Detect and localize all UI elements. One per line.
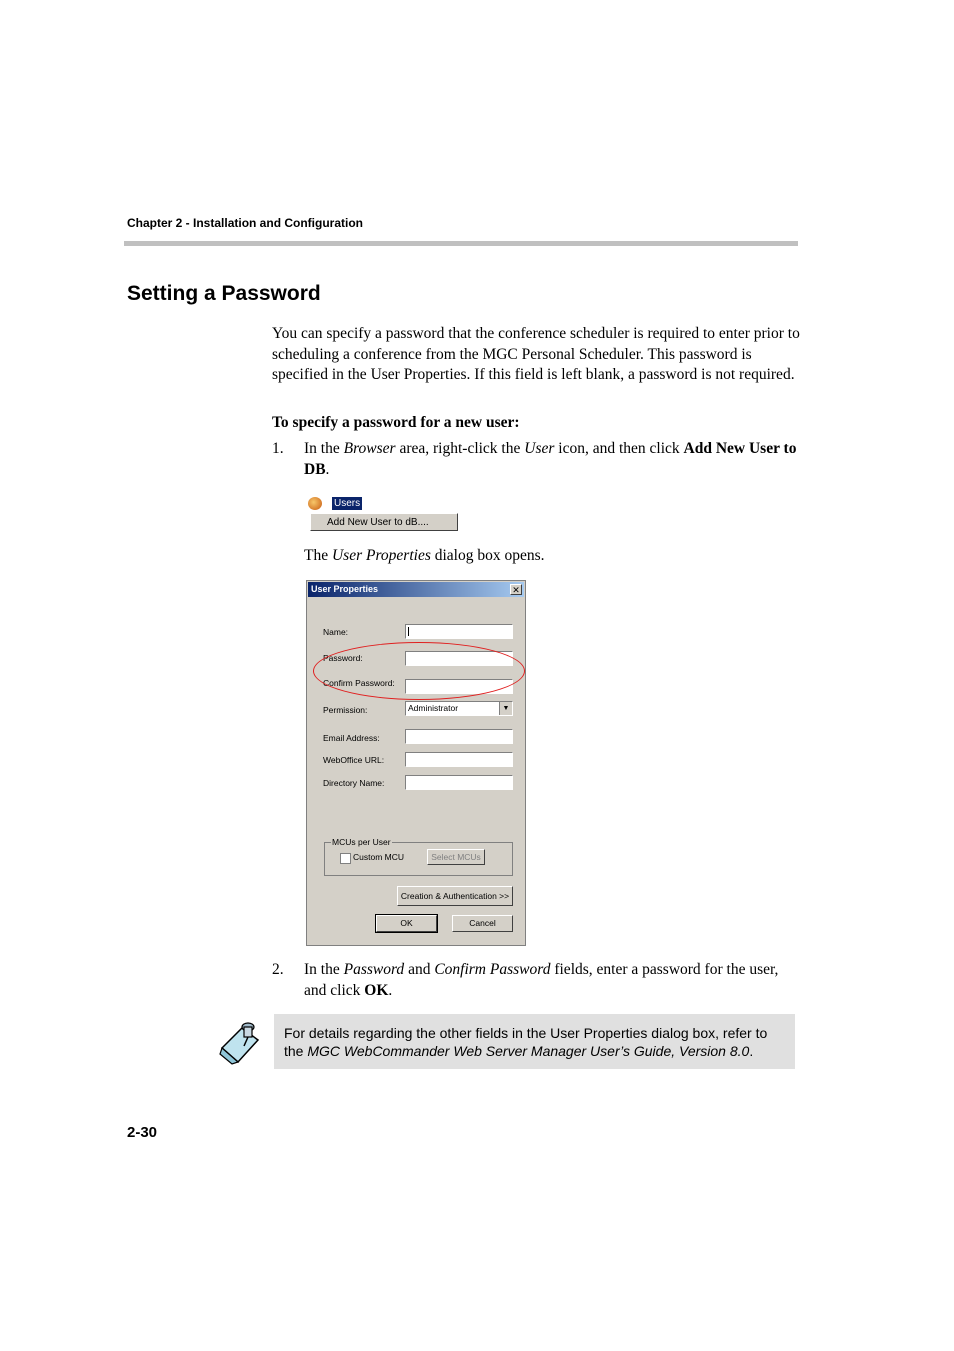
cancel-button[interactable]: Cancel — [452, 915, 513, 932]
dialog-caption — [304, 546, 545, 567]
creation-authentication-button[interactable]: Creation & Authentication >> — [397, 886, 513, 906]
text-run: For details regarding the other fields in the User Properties dialog box, refer to the — [284, 1025, 768, 1059]
step-text — [304, 960, 800, 1001]
password-label: Password: — [323, 653, 363, 663]
text-run: area, right-click the — [395, 440, 525, 457]
email-label: Email Address: — [323, 733, 380, 743]
term-add-new-user: Add New User to DB — [304, 440, 797, 478]
permission-label: Permission: — [323, 705, 368, 715]
text-run: dialog box opens. — [430, 547, 545, 564]
page-number: 2-30 — [127, 1124, 158, 1141]
term-password: Password — [343, 961, 405, 978]
users-icon — [308, 497, 322, 510]
text-run: The — [304, 547, 332, 564]
text-run: In the — [304, 440, 344, 457]
add-new-user-menu-item[interactable]: Add New User to dB.... — [310, 513, 458, 531]
weboffice-field[interactable] — [405, 752, 513, 767]
step-number: 2. — [272, 961, 284, 978]
dialog-title: User Properties — [311, 584, 379, 594]
directory-field[interactable] — [405, 775, 513, 790]
text-run: . — [388, 981, 393, 999]
users-context-menu-screenshot — [306, 494, 466, 538]
intro-paragraph: You can specify a password that the conference scheduler is required to enter prior to scheduling a conference from the MGC Personal Scheduler. This password is specified in the User Properties. If this field is left blank, a password is not required. — [272, 325, 800, 383]
directory-label: Directory Name: — [323, 778, 385, 788]
text-caret — [408, 627, 409, 636]
custom-mcu-checkbox[interactable] — [340, 853, 351, 864]
text-run: . — [325, 460, 330, 478]
term-browser: Browser — [343, 440, 396, 457]
running-header: Chapter 2 - Installation and Configuration — [127, 216, 364, 230]
section-title: Setting a Password — [127, 282, 321, 305]
text-run: fields, enter a password for the user, and click — [304, 961, 779, 999]
weboffice-label: WebOffice URL: — [323, 755, 385, 765]
step-1 — [272, 439, 800, 481]
dialog-titlebar — [308, 582, 524, 597]
procedure-heading: To specify a password for a new user: — [272, 414, 520, 431]
text-run: . — [749, 1043, 754, 1059]
step-text — [304, 439, 800, 480]
step-2 — [272, 960, 800, 1002]
users-tree-node[interactable]: Users — [334, 498, 361, 509]
permission-select[interactable] — [405, 701, 513, 716]
text-run: icon, and then click — [554, 440, 684, 457]
text-run: In the — [304, 961, 344, 978]
custom-mcu-label: Custom MCU — [353, 852, 405, 862]
email-field[interactable] — [405, 729, 513, 744]
guide-title: MGC WebCommander Web Server Manager User’s Guide, Version 8.0 — [307, 1043, 750, 1059]
term-ok: OK — [364, 981, 389, 999]
chevron-down-icon[interactable]: ▼ — [499, 702, 512, 715]
text-run: and — [404, 961, 435, 978]
select-mcus-button[interactable]: Select MCUs — [427, 849, 485, 865]
header-rule — [124, 241, 798, 246]
user-properties-dialog — [306, 580, 526, 946]
group-title: MCUs per User — [332, 837, 391, 847]
name-field[interactable] — [405, 624, 513, 639]
step-number: 1. — [272, 440, 284, 457]
note-pushpin-icon — [218, 1018, 264, 1066]
close-icon[interactable]: ✕ — [510, 584, 522, 595]
term-user: User — [524, 440, 555, 457]
term-user-properties: User Properties — [331, 547, 431, 564]
confirm-password-label: Confirm Password: — [323, 678, 395, 688]
note-box — [274, 1014, 795, 1069]
highlight-oval — [313, 642, 525, 700]
ok-button[interactable]: OK — [376, 915, 437, 932]
permission-value: Administrator — [408, 703, 459, 713]
term-confirm-password: Confirm Password — [434, 961, 551, 978]
name-label: Name: — [323, 627, 349, 637]
mcus-per-user-group — [324, 837, 513, 876]
